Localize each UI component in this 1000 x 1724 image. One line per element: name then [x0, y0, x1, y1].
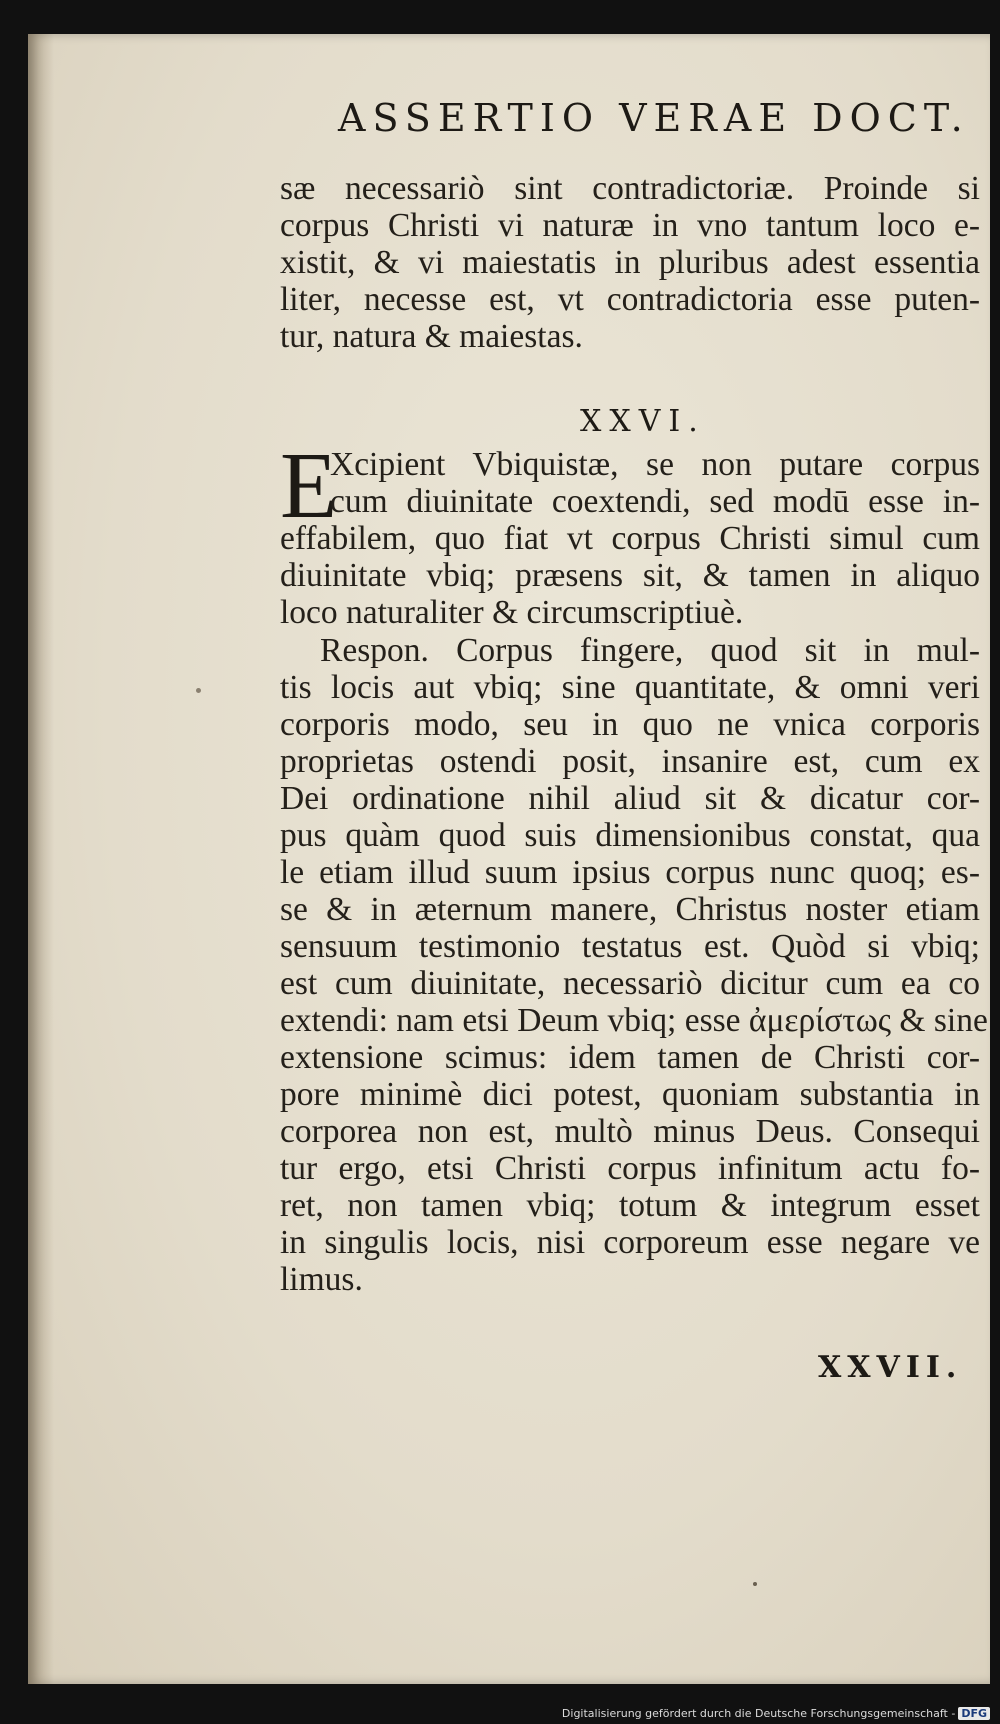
text-line: sæ necessariò sint contradictoriæ. Proinde si — [280, 170, 980, 207]
text-line: se & in æternum manere, Christus noster etiam — [280, 891, 980, 928]
text-line: Respon. Corpus fingere, quod sit in mul- — [320, 632, 980, 669]
dfg-logo: DFG — [958, 1707, 990, 1720]
text-line: tis locis aut vbiq; sine quantitate, & omni veri — [280, 669, 980, 706]
drop-cap: E — [280, 434, 338, 538]
text-line: proprietas ostendi posit, insanire est, cum ex — [280, 743, 980, 780]
running-head: ASSERTIO VERAE DOCT. — [338, 96, 970, 140]
text-line: extensione scimus: idem tamen de Christi cor- — [280, 1039, 980, 1076]
text-line: est cum diuinitate, necessariò dicitur cum ea co — [280, 965, 980, 1002]
credit-text: Digitalisierung gefördert durch die Deutsche Forschungsgemeinschaft - — [561, 1707, 956, 1720]
text-line: effabilem, quo fiat vt corpus Christi simul cum — [280, 520, 980, 557]
text-line: Dei ordinatione nihil aliud sit & dicatur cor- — [280, 780, 980, 817]
catchword: XXVII. — [818, 1350, 963, 1385]
text-line: ret, non tamen vbiq; totum & integrum esset — [280, 1187, 980, 1224]
book-page — [28, 34, 990, 1684]
paper-speck — [196, 688, 201, 693]
text-line: tur ergo, etsi Christi corpus infinitum actu fo- — [280, 1150, 980, 1187]
text-line: limus. — [280, 1261, 363, 1298]
text-line: xistit, & vi maiestatis in pluribus adest essentia — [280, 244, 980, 281]
text-line: sensuum testimonio testatus est. Quòd si vbiq; — [280, 928, 980, 965]
text-line: diuinitate vbiq; præsens sit, & tamen in aliquo — [280, 557, 980, 594]
text-line: corporis modo, seu in quo ne vnica corporis — [280, 706, 980, 743]
text-line: tur, natura & maiestas. — [280, 318, 583, 355]
text-line: corporea non est, multò minus Deus. Consequi — [280, 1113, 980, 1150]
text-line: pore minimè dici potest, quoniam substantia in — [280, 1076, 980, 1113]
section-paragraph-body — [280, 520, 980, 631]
text-line: Xcipient Vbiquistæ, se non putare corpus — [330, 446, 980, 483]
section-paragraph-head — [330, 446, 980, 520]
text-line: corpus Christi vi naturæ in vno tantum loco e- — [280, 207, 980, 244]
top-paragraph — [280, 170, 980, 355]
text-line: loco naturaliter & circumscriptiuè. — [280, 594, 744, 631]
text-line: cum diuinitate coextendi, sed modū esse in- — [330, 483, 980, 520]
response-paragraph — [280, 632, 988, 1298]
section-number: XXVI. — [580, 404, 706, 439]
text-line: extendi: nam etsi Deum vbiq; esse ἀμερίστως & sine — [280, 1002, 988, 1039]
paper-speck — [753, 1582, 757, 1586]
text-line: pus quàm quod suis dimensionibus constat, qua — [280, 817, 980, 854]
text-line: le etiam illud suum ipsius corpus nunc quoq; es- — [280, 854, 980, 891]
text-line: in singulis locis, nisi corporeum esse negare ve — [280, 1224, 980, 1261]
digitization-credit — [562, 1707, 990, 1720]
text-line: liter, necesse est, vt contradictoria esse puten- — [280, 281, 980, 318]
